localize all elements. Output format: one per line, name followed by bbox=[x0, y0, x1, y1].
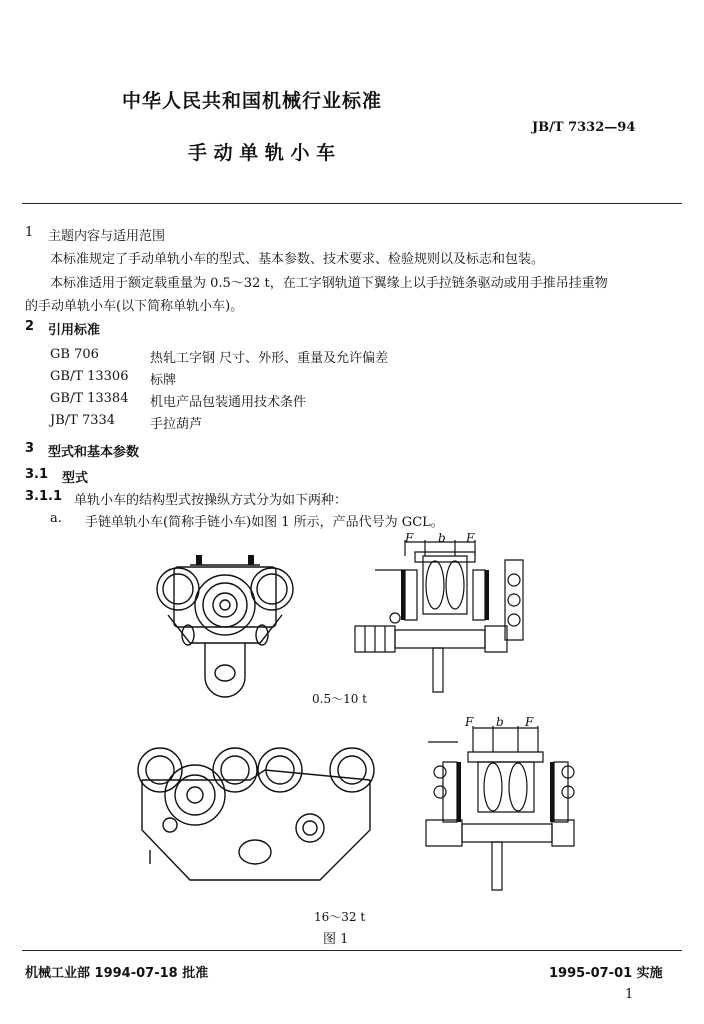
section1-heading: 主题内容与适用范围 bbox=[48, 229, 166, 244]
large-trolley-side-view bbox=[418, 712, 593, 892]
figure-label: 图 1 bbox=[323, 932, 349, 947]
subsection-heading: 型式 bbox=[62, 471, 89, 486]
reference-title: 机电产品包装通用技术条件 bbox=[150, 395, 307, 410]
dim-label-F: F bbox=[405, 531, 414, 545]
small-trolley-side-view bbox=[345, 530, 535, 700]
clause-number: 3.1.1 bbox=[25, 489, 63, 504]
subsection-number: 3.1 bbox=[25, 467, 49, 482]
list-item-text: 手链单轨小车(简称手链小车)如图 1 所示，产品代号为 GCL。 bbox=[85, 515, 444, 530]
standard-number: JB/T 7332—94 bbox=[532, 120, 636, 135]
dim-label-F: F bbox=[466, 531, 475, 545]
section3-number: 3 bbox=[25, 441, 35, 456]
section1-paragraph-2-cont: 的手动单轨小车(以下简称单轨小车)。 bbox=[25, 299, 244, 314]
small-trolley-caption: 0.5～10 t bbox=[312, 692, 367, 706]
large-trolley-front-view bbox=[130, 740, 380, 900]
clause-text: 单轨小车的结构型式按操纵方式分为如下两种： bbox=[74, 493, 348, 508]
reference-code: GB/T 13306 bbox=[50, 369, 129, 384]
footer-rule bbox=[22, 950, 682, 951]
reference-code: GB/T 13384 bbox=[50, 391, 129, 406]
section1-paragraph-2: 本标准适用于额定载重量为 0.5～32 t，在工字钢轨道下翼缘上以手拉链条驱动或用手推吊挂重物 bbox=[50, 276, 608, 291]
reference-title: 热轧工字钢 尺寸、外形、重量及允许偏差 bbox=[150, 351, 389, 366]
reference-code: GB 706 bbox=[50, 347, 99, 362]
approval-note: 机械工业部 1994-07-18 批准 bbox=[25, 966, 209, 981]
reference-title: 标牌 bbox=[150, 373, 177, 388]
large-trolley-caption: 16～32 t bbox=[314, 910, 366, 924]
section3-heading: 型式和基本参数 bbox=[48, 445, 140, 460]
dim-label-b: b bbox=[438, 531, 446, 545]
dim-label-F: F bbox=[525, 715, 534, 729]
page-number: 1 bbox=[625, 987, 634, 1002]
section1-number: 1 bbox=[25, 225, 34, 240]
document-title: 手 动 单 轨 小 车 bbox=[188, 142, 336, 164]
dim-label-b: b bbox=[496, 715, 504, 729]
small-trolley-front-view bbox=[150, 545, 300, 700]
list-item-label: a. bbox=[50, 511, 62, 526]
section2-number: 2 bbox=[25, 319, 35, 334]
org-title: 中华人民共和国机械行业标准 bbox=[122, 90, 383, 112]
section2-heading: 引用标准 bbox=[48, 323, 101, 338]
header-rule bbox=[22, 203, 682, 204]
section1-paragraph-1: 本标准规定了手动单轨小车的型式、基本参数、技术要求、检验规则以及标志和包装。 bbox=[50, 252, 545, 267]
effective-date-note: 1995-07-01 实施 bbox=[549, 966, 663, 981]
reference-title: 手拉葫芦 bbox=[150, 417, 203, 432]
dim-label-F: F bbox=[465, 715, 474, 729]
reference-code: JB/T 7334 bbox=[50, 413, 116, 428]
